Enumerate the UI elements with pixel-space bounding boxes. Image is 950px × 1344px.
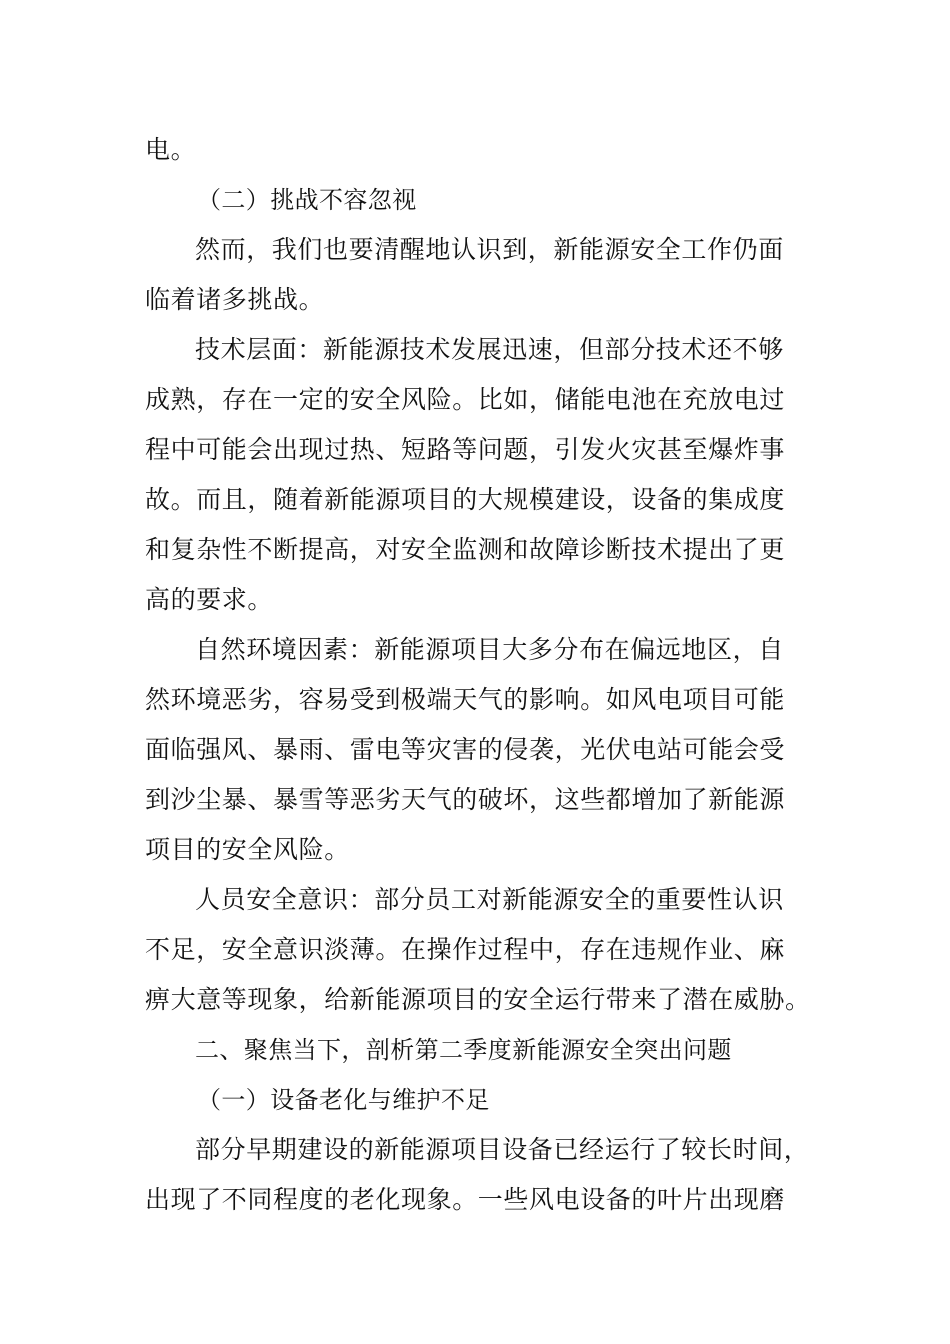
paragraph-line: 技术层面：新能源技术发展迅速，但部分技术还不够 xyxy=(195,335,784,364)
paragraph-line: 自然环境因素：新能源项目大多分布在偏远地区，自 xyxy=(195,635,784,664)
subsection-heading: （一）设备老化与维护不足 xyxy=(197,1086,490,1114)
paragraph-line: 和复杂性不断提高，对安全监测和故障诊断技术提出了更 xyxy=(145,535,786,564)
paragraph-line: 成熟，存在一定的安全风险。比如，储能电池在充放电过 xyxy=(145,385,786,414)
paragraph-line: 面临强风、暴雨、雷电等灾害的侵袭，光伏电站可能会受 xyxy=(145,735,786,764)
paragraph-line: 高的要求。 xyxy=(145,585,274,614)
paragraph-line: 然而，我们也要清醒地认识到，新能源安全工作仍面 xyxy=(195,235,784,264)
paragraph-line: 然环境恶劣，容易受到极端天气的影响。如风电项目可能 xyxy=(145,685,786,714)
section-heading: （二）挑战不容忽视 xyxy=(197,186,417,214)
paragraph-line: 痹大意等现象，给新能源项目的安全运行带来了潜在威胁。 xyxy=(145,985,811,1014)
paragraph-line: 人员安全意识：部分员工对新能源安全的重要性认识 xyxy=(195,885,784,914)
paragraph-line: 临着诸多挑战。 xyxy=(145,285,325,314)
paragraph-line: 不足，安全意识淡薄。在操作过程中，存在违规作业、麻 xyxy=(145,935,786,964)
paragraph-line: 部分早期建设的新能源项目设备已经运行了较长时间， xyxy=(195,1135,810,1164)
paragraph-line: 程中可能会出现过热、短路等问题，引发火灾甚至爆炸事 xyxy=(145,435,786,464)
paragraph-line: 故。而且，随着新能源项目的大规模建设，设备的集成度 xyxy=(145,485,786,514)
paragraph-line: 到沙尘暴、暴雪等恶劣天气的破坏，这些都增加了新能源 xyxy=(145,785,786,814)
paragraph-line: 出现了不同程度的老化现象。一些风电设备的叶片出现磨 xyxy=(145,1185,786,1214)
paragraph-line: 电。 xyxy=(145,135,197,164)
paragraph-line: 项目的安全风险。 xyxy=(145,835,350,864)
section-heading: 二、聚焦当下，剖析第二季度新能源安全突出问题 xyxy=(195,1036,732,1064)
